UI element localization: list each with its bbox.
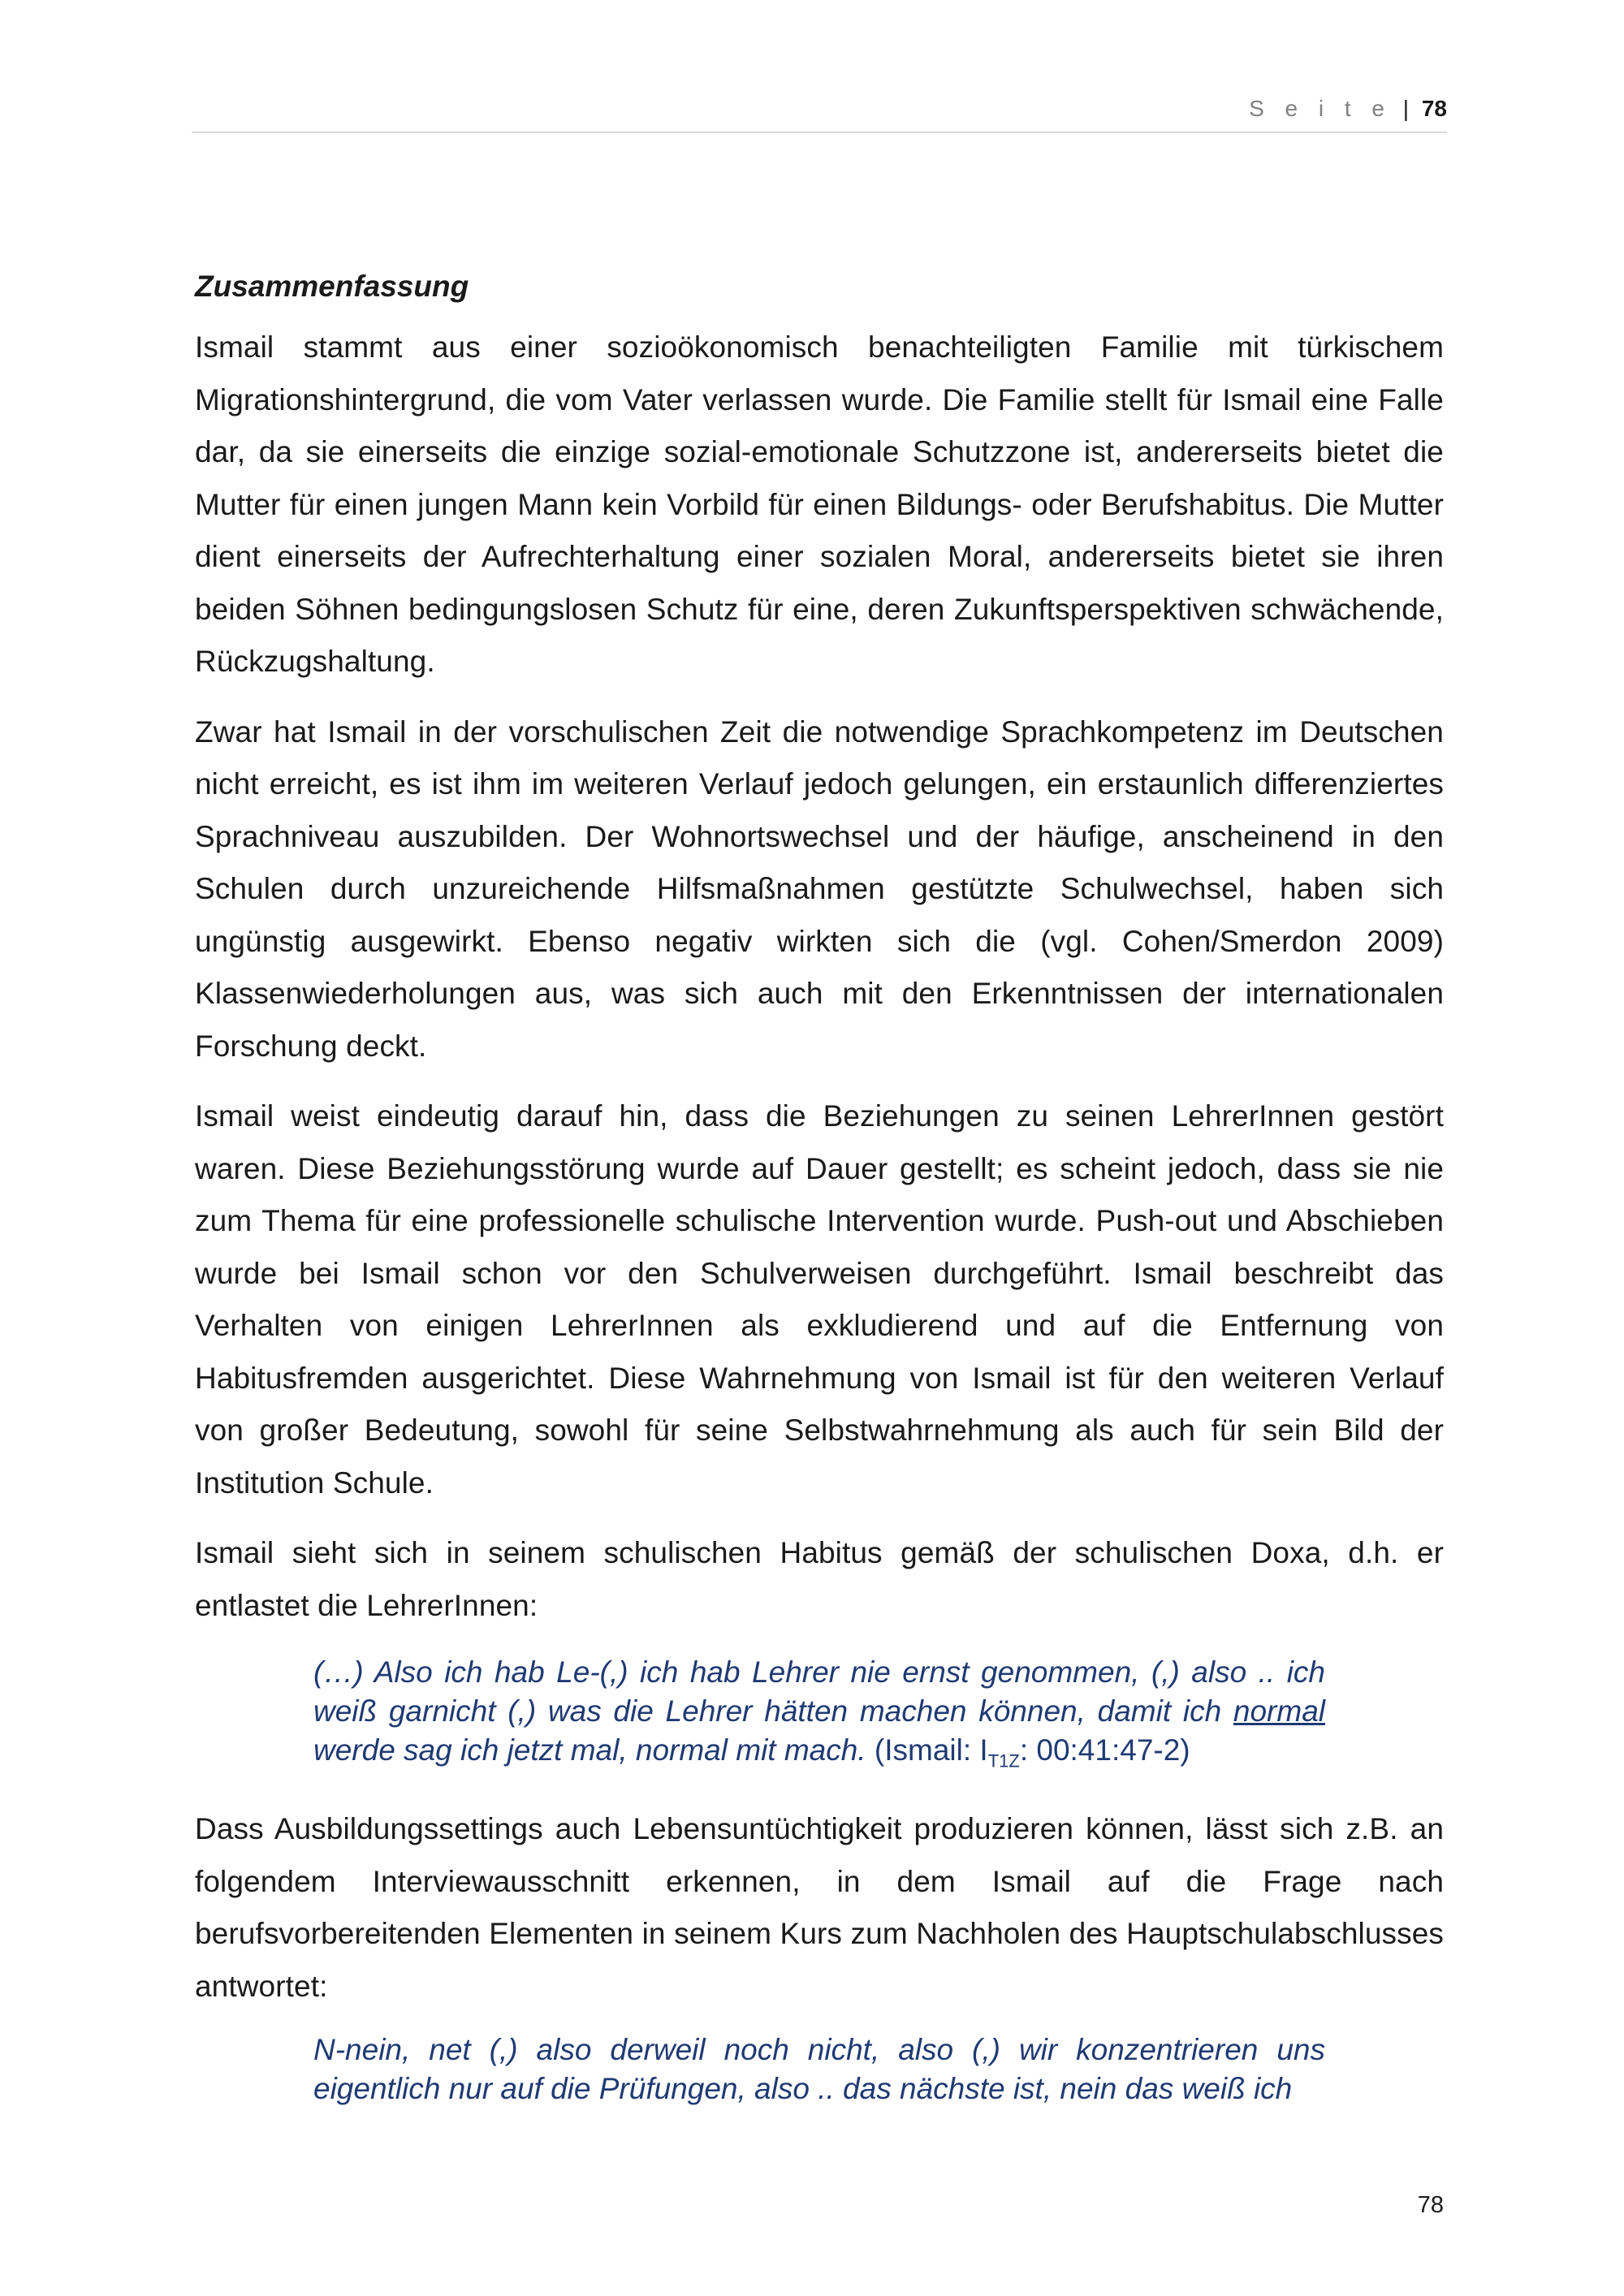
quote-1-source — [866, 1733, 1190, 1772]
header-separator: | — [1402, 96, 1410, 121]
quote-1-source-prefix: (Ismail: I — [866, 1733, 988, 1767]
footer-page-number: 78 — [1417, 2192, 1444, 2218]
quote-1-underlined-word: normal — [1233, 1694, 1325, 1728]
quote-1-source-sub: T1Z — [987, 1750, 1020, 1772]
paragraph-5: Dass Ausbildungssettings auch Lebensuntüchtigkeit produzieren können, lässt sich z.B. an folgendem Interviewausschnitt erkennen, in dem Ismail auf die Frage nach berufsvorbereitenden Elementen in seinem Kurs zum Nachholen des Hauptschulabschlusses antwortet: — [195, 1812, 1444, 2003]
seite-label: S e i t e — [1249, 96, 1392, 121]
interview-quote-2: N-nein, net (,) also derweil noch nicht, also (,) wir konzentrieren uns eigentlich nur auf die Prüfungen, also .. das nächste ist, nein das weiß ich — [313, 2033, 1325, 2106]
quote-1-text-after: werde sag ich jetzt mal, normal mit mach. — [313, 1733, 866, 1767]
paragraph-1: Ismail stammt aus einer sozioökonomisch benachteiligten Familie mit türkischem Migrationshintergrund, die vom Vater verlassen wurde. Die Familie stellt für Ismail eine Falle dar, da sie einerseits die einzige sozial-emotionale Schutzzone ist, andererseits bietet die Mutter für einen jungen Mann kein Vorbild für einen Bildungs- oder Berufshabitus. Die Mutter dient einerseits der Aufrechterhaltung einer sozialen Moral, andererseits bietet sie ihren beiden Söhnen bedingungslosen Schutz für eine, deren Zukunftsperspektiven schwächende, Rückzugshaltung. — [195, 330, 1444, 678]
quote-1-source-suffix: : 00:41:47-2) — [1019, 1733, 1190, 1767]
page-header — [192, 96, 1447, 133]
header-page-number: 78 — [1421, 96, 1447, 121]
main-content — [195, 270, 1444, 2131]
quote-1-text-before: (…) Also ich hab Le-(,) ich hab Lehrer nie ernst genommen, (,) also .. ich weiß garnicht (,) was die Lehrer hätten machen können, damit ich — [313, 1655, 1325, 1728]
section-heading: Zusammenfassung — [195, 270, 469, 303]
paragraph-3: Ismail weist eindeutig darauf hin, dass die Beziehungen zu seinen LehrerInnen gestört waren. Diese Beziehungsstörung wurde auf Dauer gestellt; es scheint jedoch, dass sie nie zum Thema für eine professionelle schulische Intervention wurde. Push-out und Abschieben wurde bei Ismail schon vor den Schulverweisen durchgeführt. Ismail beschreibt das Verhalten von einigen LehrerInnen als exkludierend und auf die Entfernung von Habitusfremden ausgerichtet. Diese Wahrnehmung von Ismail ist für den weiteren Verlauf von großer Bedeutung, sowohl für seine Selbstwahrnehmung als auch für sein Bild der Institution Schule. — [195, 1099, 1444, 1500]
paragraph-2: Zwar hat Ismail in der vorschulischen Zeit die notwendige Sprachkompetenz im Deutschen nicht erreicht, es ist ihm im weiteren Verlauf jedoch gelungen, ein erstaunlich differenziertes Sprachniveau auszubilden. Der Wohnortswechsel und der häufige, anscheinend in den Schulen durch unzureichende Hilfsmaßnahmen gestützte Schulwechsel, haben sich ungünstig ausgewirkt. Ebenso negativ wirkten sich die (vgl. Cohen/Smerdon 2009) Klassenwiederholungen aus, was sich auch mit den Erkenntnissen der internationalen Forschung deckt. — [195, 714, 1444, 1063]
interview-quote-1 — [313, 1653, 1325, 1780]
paragraph-4: Ismail sieht sich in seinem schulischen Habitus gemäß der schulischen Doxa, d.h. er entlastet die LehrerInnen: — [195, 1536, 1444, 1622]
